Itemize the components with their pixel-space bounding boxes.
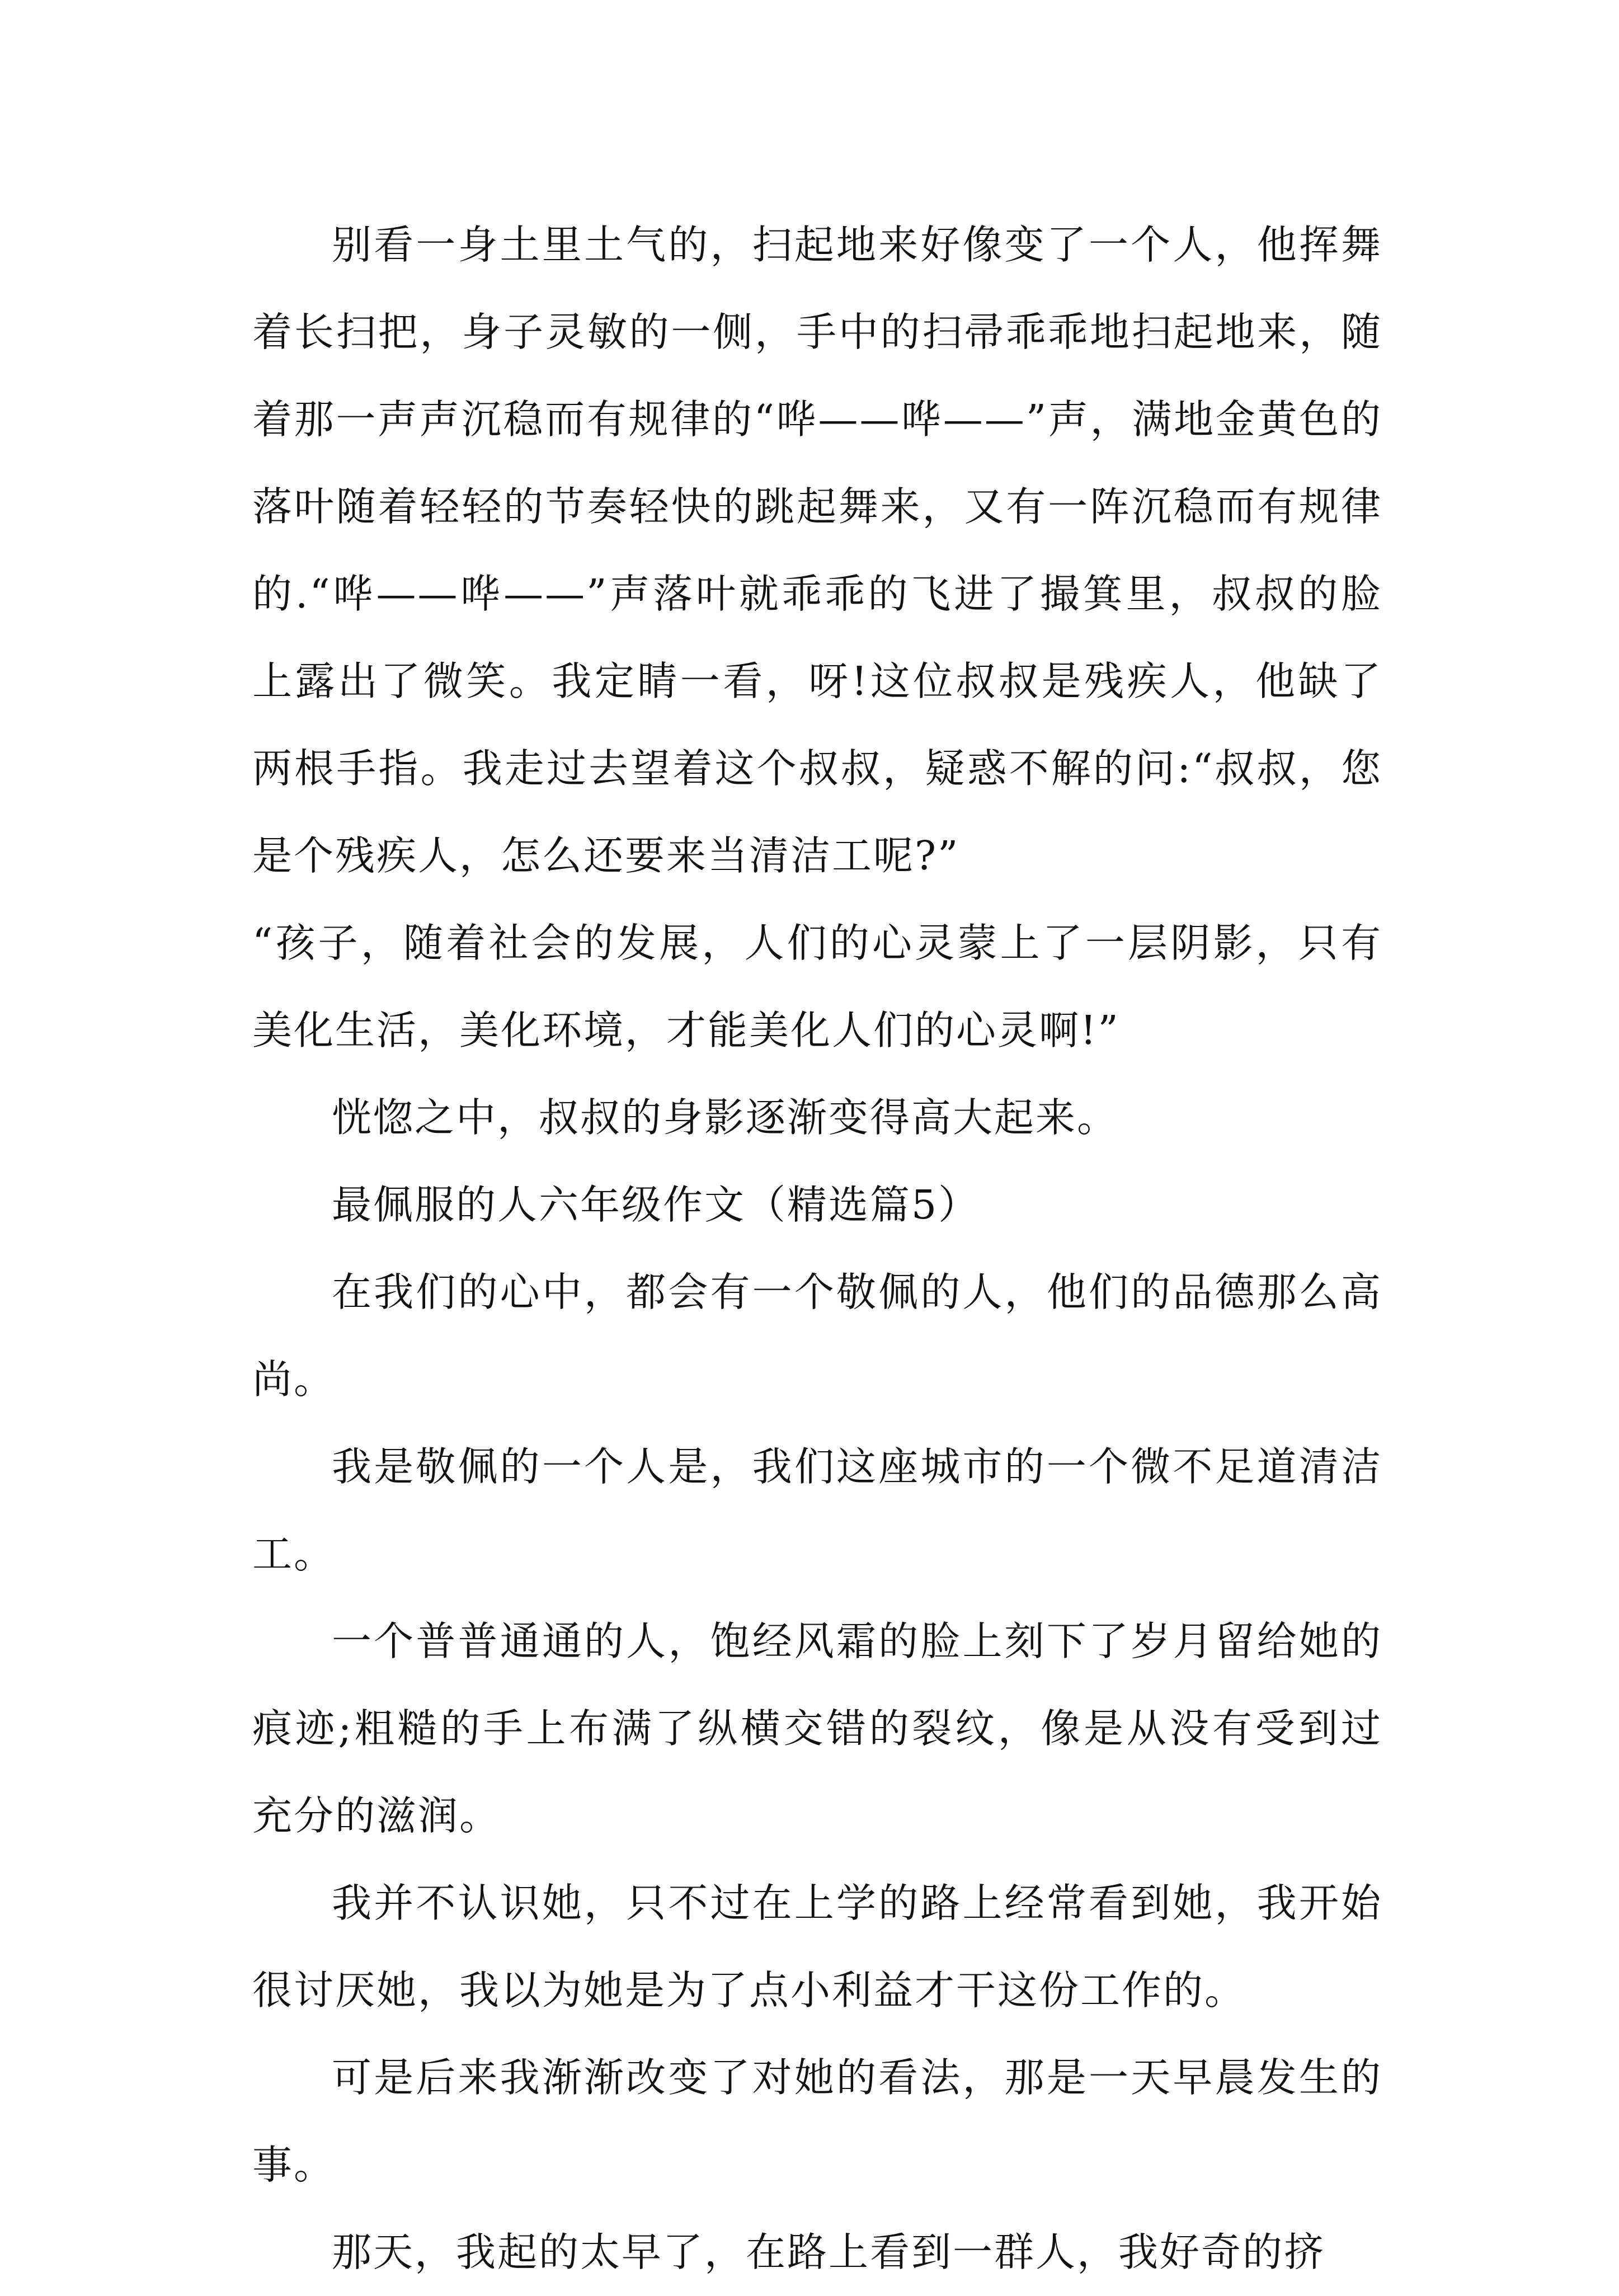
paragraph: 我并不认识她，只不过在上学的路上经常看到她，我开始很讨厌她，我以为她是为了点小利益才干这份工作的。	[252, 1880, 1382, 2013]
section-heading: 最佩服的人六年级作文（精选篇5）	[332, 1182, 980, 1228]
paragraph: 别看一身土里土气的，扫起地来好像变了一个人，他挥舞着长扫把，身子灵敏的一侧，手中的扫帚乖乖地扫起地来，随着那一声声沉稳而有规律的“哗——哗——”声，满地金黄色的落叶随着轻轻的节奏轻快的跳起舞来，又有一阵沉稳而有规律的.“哗——哗——”声落叶就乖乖的飞进了撮箕里，叔叔的脸上露出了微笑。我定睛一看，呀!这位叔叔是残疾人，他缺了两根手指。我走过去望着这个叔叔，疑惑不解的问:“叔叔，您是个残疾人，怎么还要来当清洁工呢?”	[252, 222, 1382, 879]
paragraph: 一个普普通通的人，饱经风霜的脸上刻下了岁月留给她的痕迹;粗糙的手上布满了纵横交错的裂纹，像是从没有受到过充分的滋润。	[252, 1618, 1382, 1839]
paragraph: 可是后来我渐渐改变了对她的看法，那是一天早晨发生的事。	[252, 2054, 1382, 2188]
paragraph: 那天，我起的太早了，在路上看到一群人，我好奇的挤	[332, 2229, 1326, 2275]
paragraph: 在我们的心中，都会有一个敬佩的人，他们的品德那么高尚。	[252, 1269, 1382, 1403]
paragraph: 我是敬佩的一个人是，我们这座城市的一个微不足道清洁工。	[252, 1443, 1382, 1577]
paragraph: “孩子，随着社会的发展，人们的心灵蒙上了一层阴影，只有美化生活，美化环境，才能美化人们的心灵啊!”	[252, 920, 1382, 1053]
document-body	[252, 201, 1382, 2296]
paragraph: 恍惚之中，叔叔的身影逐渐变得高大起来。	[332, 1094, 1119, 1141]
